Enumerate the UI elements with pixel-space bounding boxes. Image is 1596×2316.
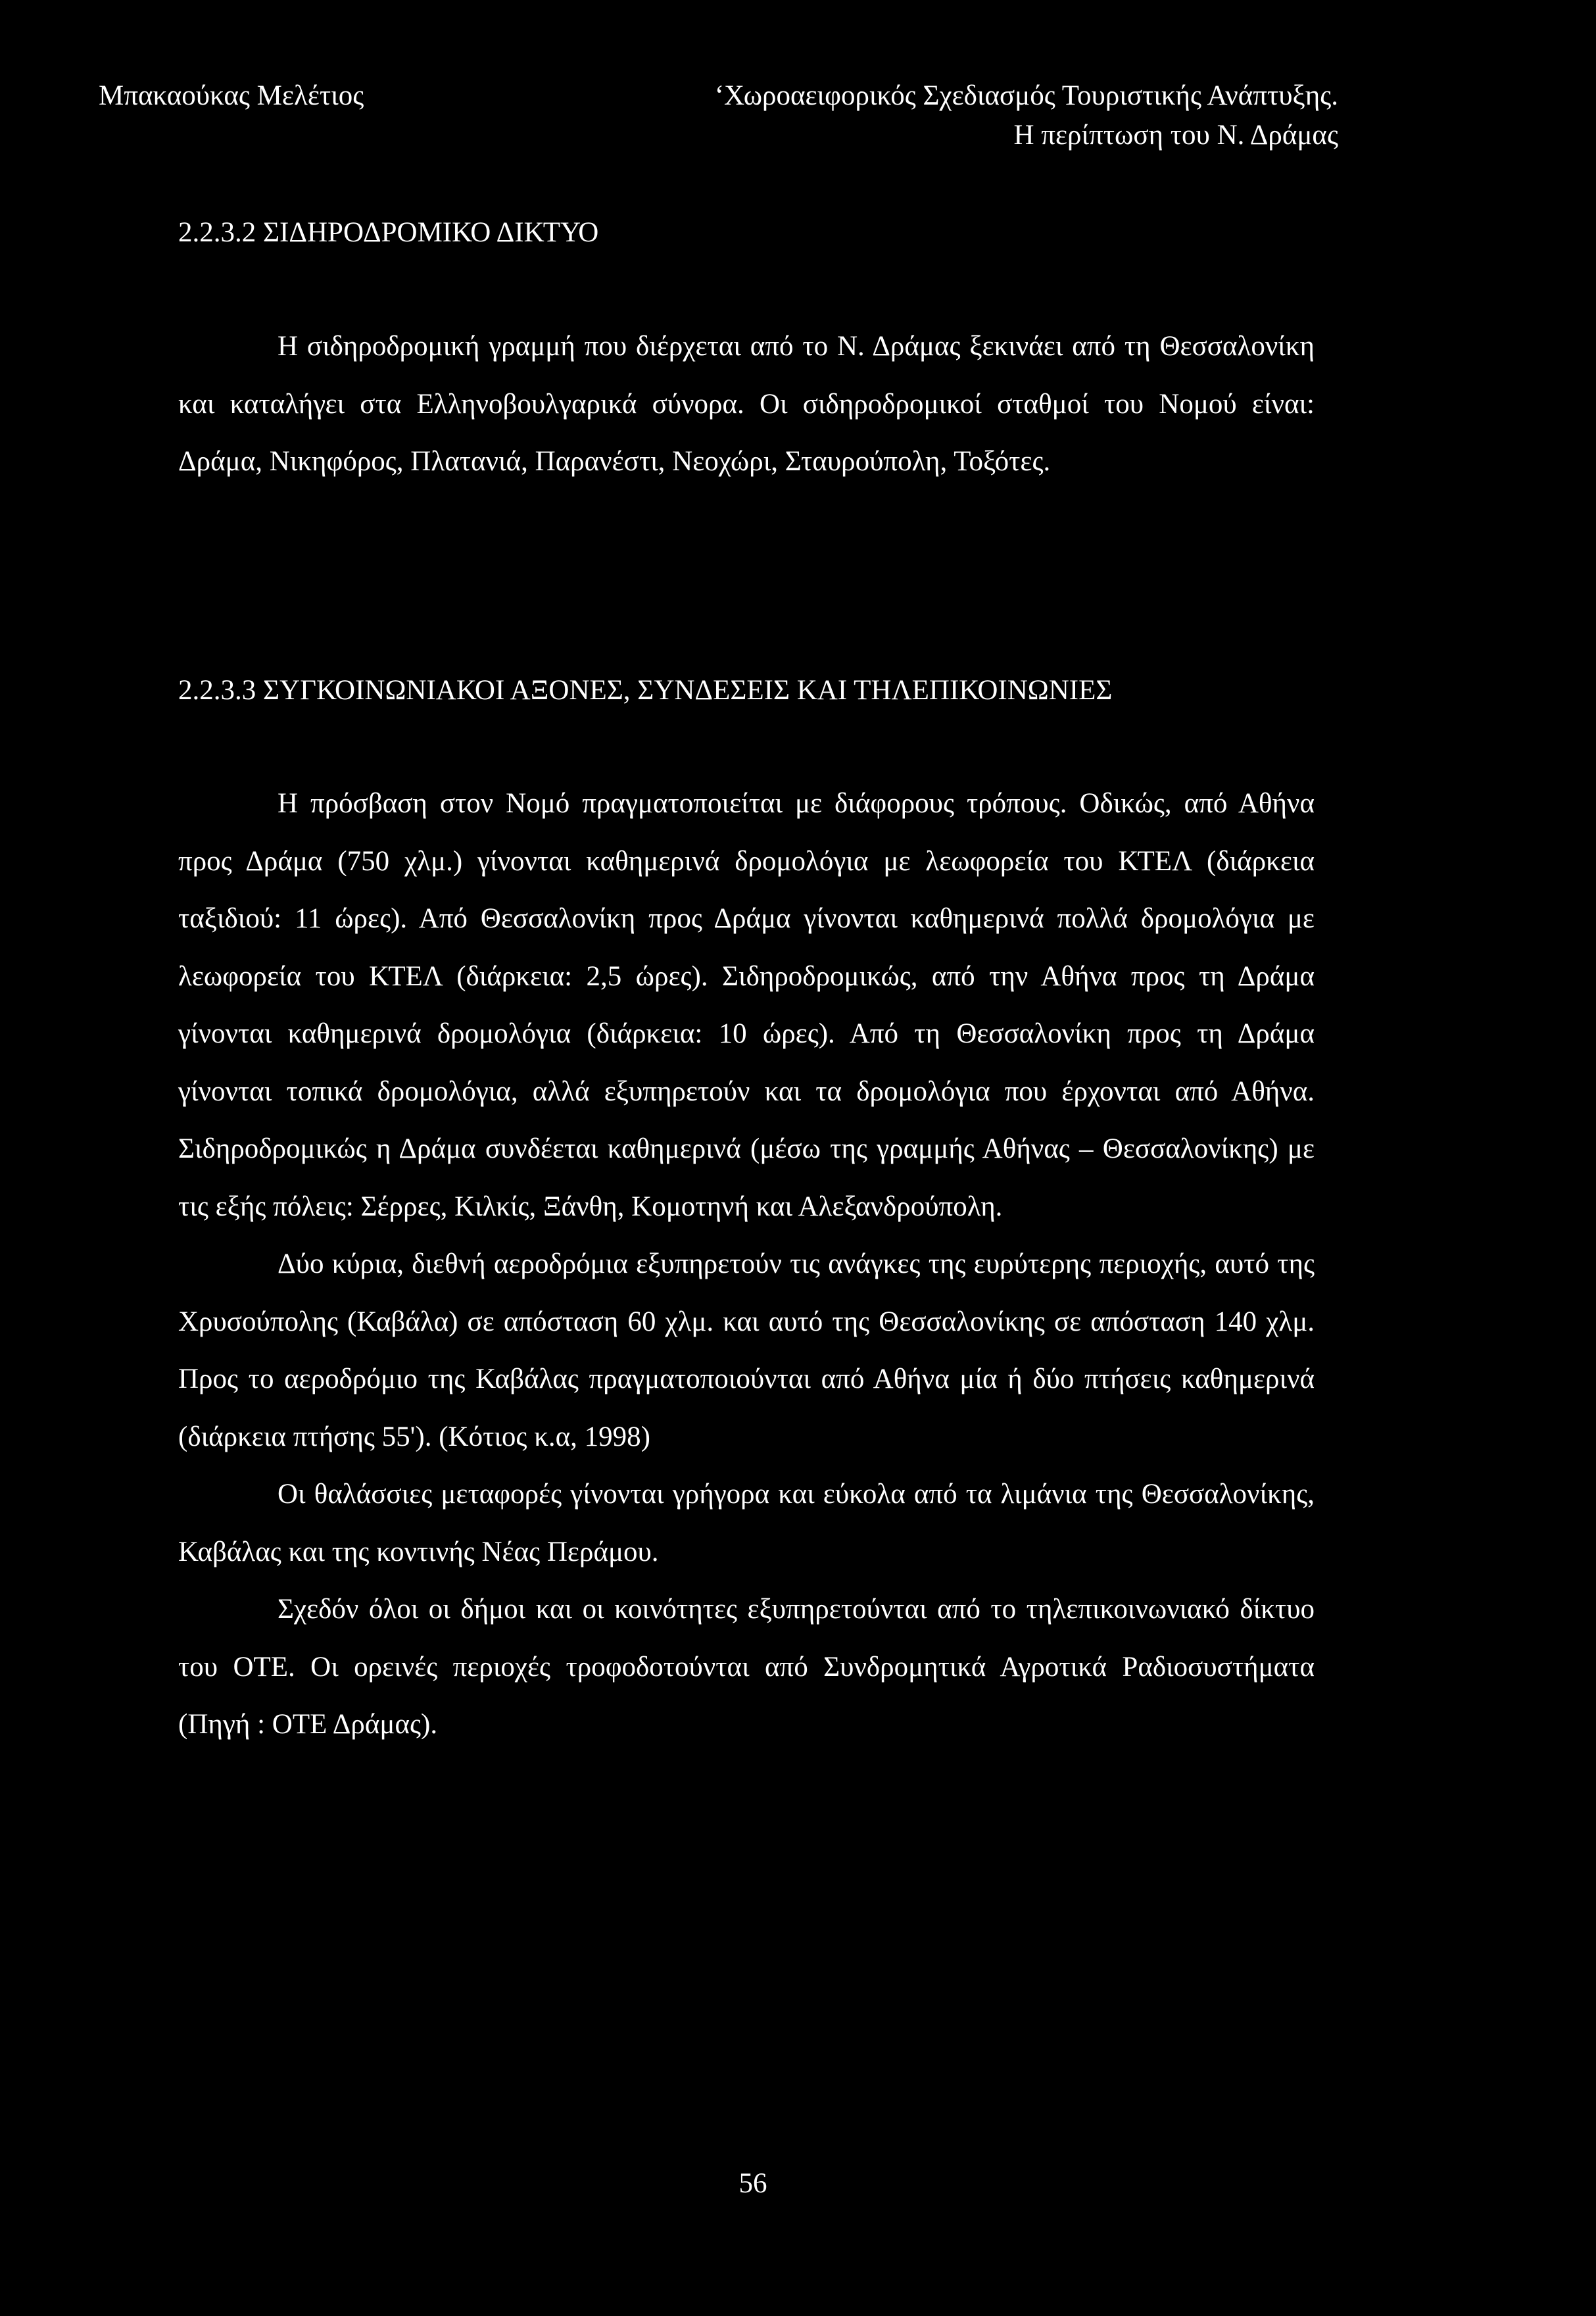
paragraph: Σχεδόν όλοι οι δήμοι και οι κοινότητες εξυπηρετούνται από το τηλεπικοινωνιακό δίκτυο του ΟΤΕ. Οι ορεινές περιοχές τροφοδοτούνται από Συνδρομητικά Αγροτικά Ραδιοσυστήματα (Πηγή : ΟΤΕ Δράμας). [178,1594,1315,1740]
paragraph: Η σιδηροδρομική γραμμή που διέρχεται από το Ν. Δράμας ξεκινάει από τη Θεσσαλονίκη και καταλήγει στα Ελληνοβουλγαρικά σύνορα. Οι σιδηροδρομικοί σταθμοί του Νομού είναι: Δράμα, Νικηφόρος, Πλατανιά, Παρανέστι, Νεοχώρι, Σταυρούπολη, Τοξότες. [178,331,1315,477]
section-body-railway [178,318,1315,491]
page-number: 56 [738,2168,767,2199]
running-header-title-line2: Η περίπτωση του Ν. Δράμας [1013,120,1338,151]
paragraph: Η πρόσβαση στον Νομό πραγματοποιείται με διάφορους τρόπους. Οδικώς, από Αθήνα προς Δράμα (750 χλμ.) γίνονται καθημερινά δρομολόγια με λεωφορεία του ΚΤΕΛ (διάρκεια ταξιδιού: 11 ώρες). Από Θεσσαλονίκη προς Δράμα γίνονται καθημερινά πολλά δρομολόγια με λεωφορεία του ΚΤΕΛ (διάρκεια: 2,5 ώρες). Σιδηροδρομικώς, από την Αθήνα προς τη Δράμα γίνονται καθημερινά δρομολόγια (διάρκεια: 10 ώρες). Από τη Θεσσαλονίκη προς τη Δράμα γίνονται τοπικά δρομολόγια, αλλά εξυπηρετούν και τα δρομολόγια που έρχονται από Αθήνα. Σιδηροδρομικώς η Δράμα συνδέεται καθημερινά (μέσω της γραμμής Αθήνας – Θεσσαλονίκης) με τις εξής πόλεις: Σέρρες, Κιλκίς, Ξάνθη, Κομοτηνή και Αλεξανδρούπολη. [178,788,1315,1222]
paragraph: Οι θαλάσσιες μεταφορές γίνονται γρήγορα και εύκολα από τα λιμάνια της Θεσσαλονίκης, Καβάλας και της κοντινής Νέας Περάμου. [178,1479,1315,1567]
section-heading-railway: 2.2.3.2 ΣΙΔΗΡΟΔΡΟΜΙΚΟ ΔΙΚΤΥΟ [178,217,599,248]
paragraph: Δύο κύρια, διεθνή αεροδρόμια εξυπηρετούν τις ανάγκες της ευρύτερης περιοχής, αυτό της Χρυσούπολης (Καβάλα) σε απόσταση 60 χλμ. και αυτό της Θεσσαλονίκης σε απόσταση 140 χλμ. Προς το αεροδρόμιο της Καβάλας πραγματοποιούνται από Αθήνα μία ή δύο πτήσεις καθημερινά (διάρκεια πτήσης 55'). (Κότιος κ.α, 1998) [178,1248,1315,1452]
running-header-title [715,76,1338,155]
running-header-title-line1: ‘Χωροαειφορικός Σχεδιασμός Τουριστικής Ανάπτυξης. [714,80,1338,111]
running-header-author: Μπακαούκας Μελέτιος [99,80,364,111]
section-heading-transport: 2.2.3.3 ΣΥΓΚΟΙΝΩΝΙΑΚΟΙ ΑΞΟΝΕΣ, ΣΥΝΔΕΣΕΙΣ ΚΑΙ ΤΗΛΕΠΙΚΟΙΝΩΝΙΕΣ [178,675,1113,706]
section-body-transport [178,775,1315,1754]
